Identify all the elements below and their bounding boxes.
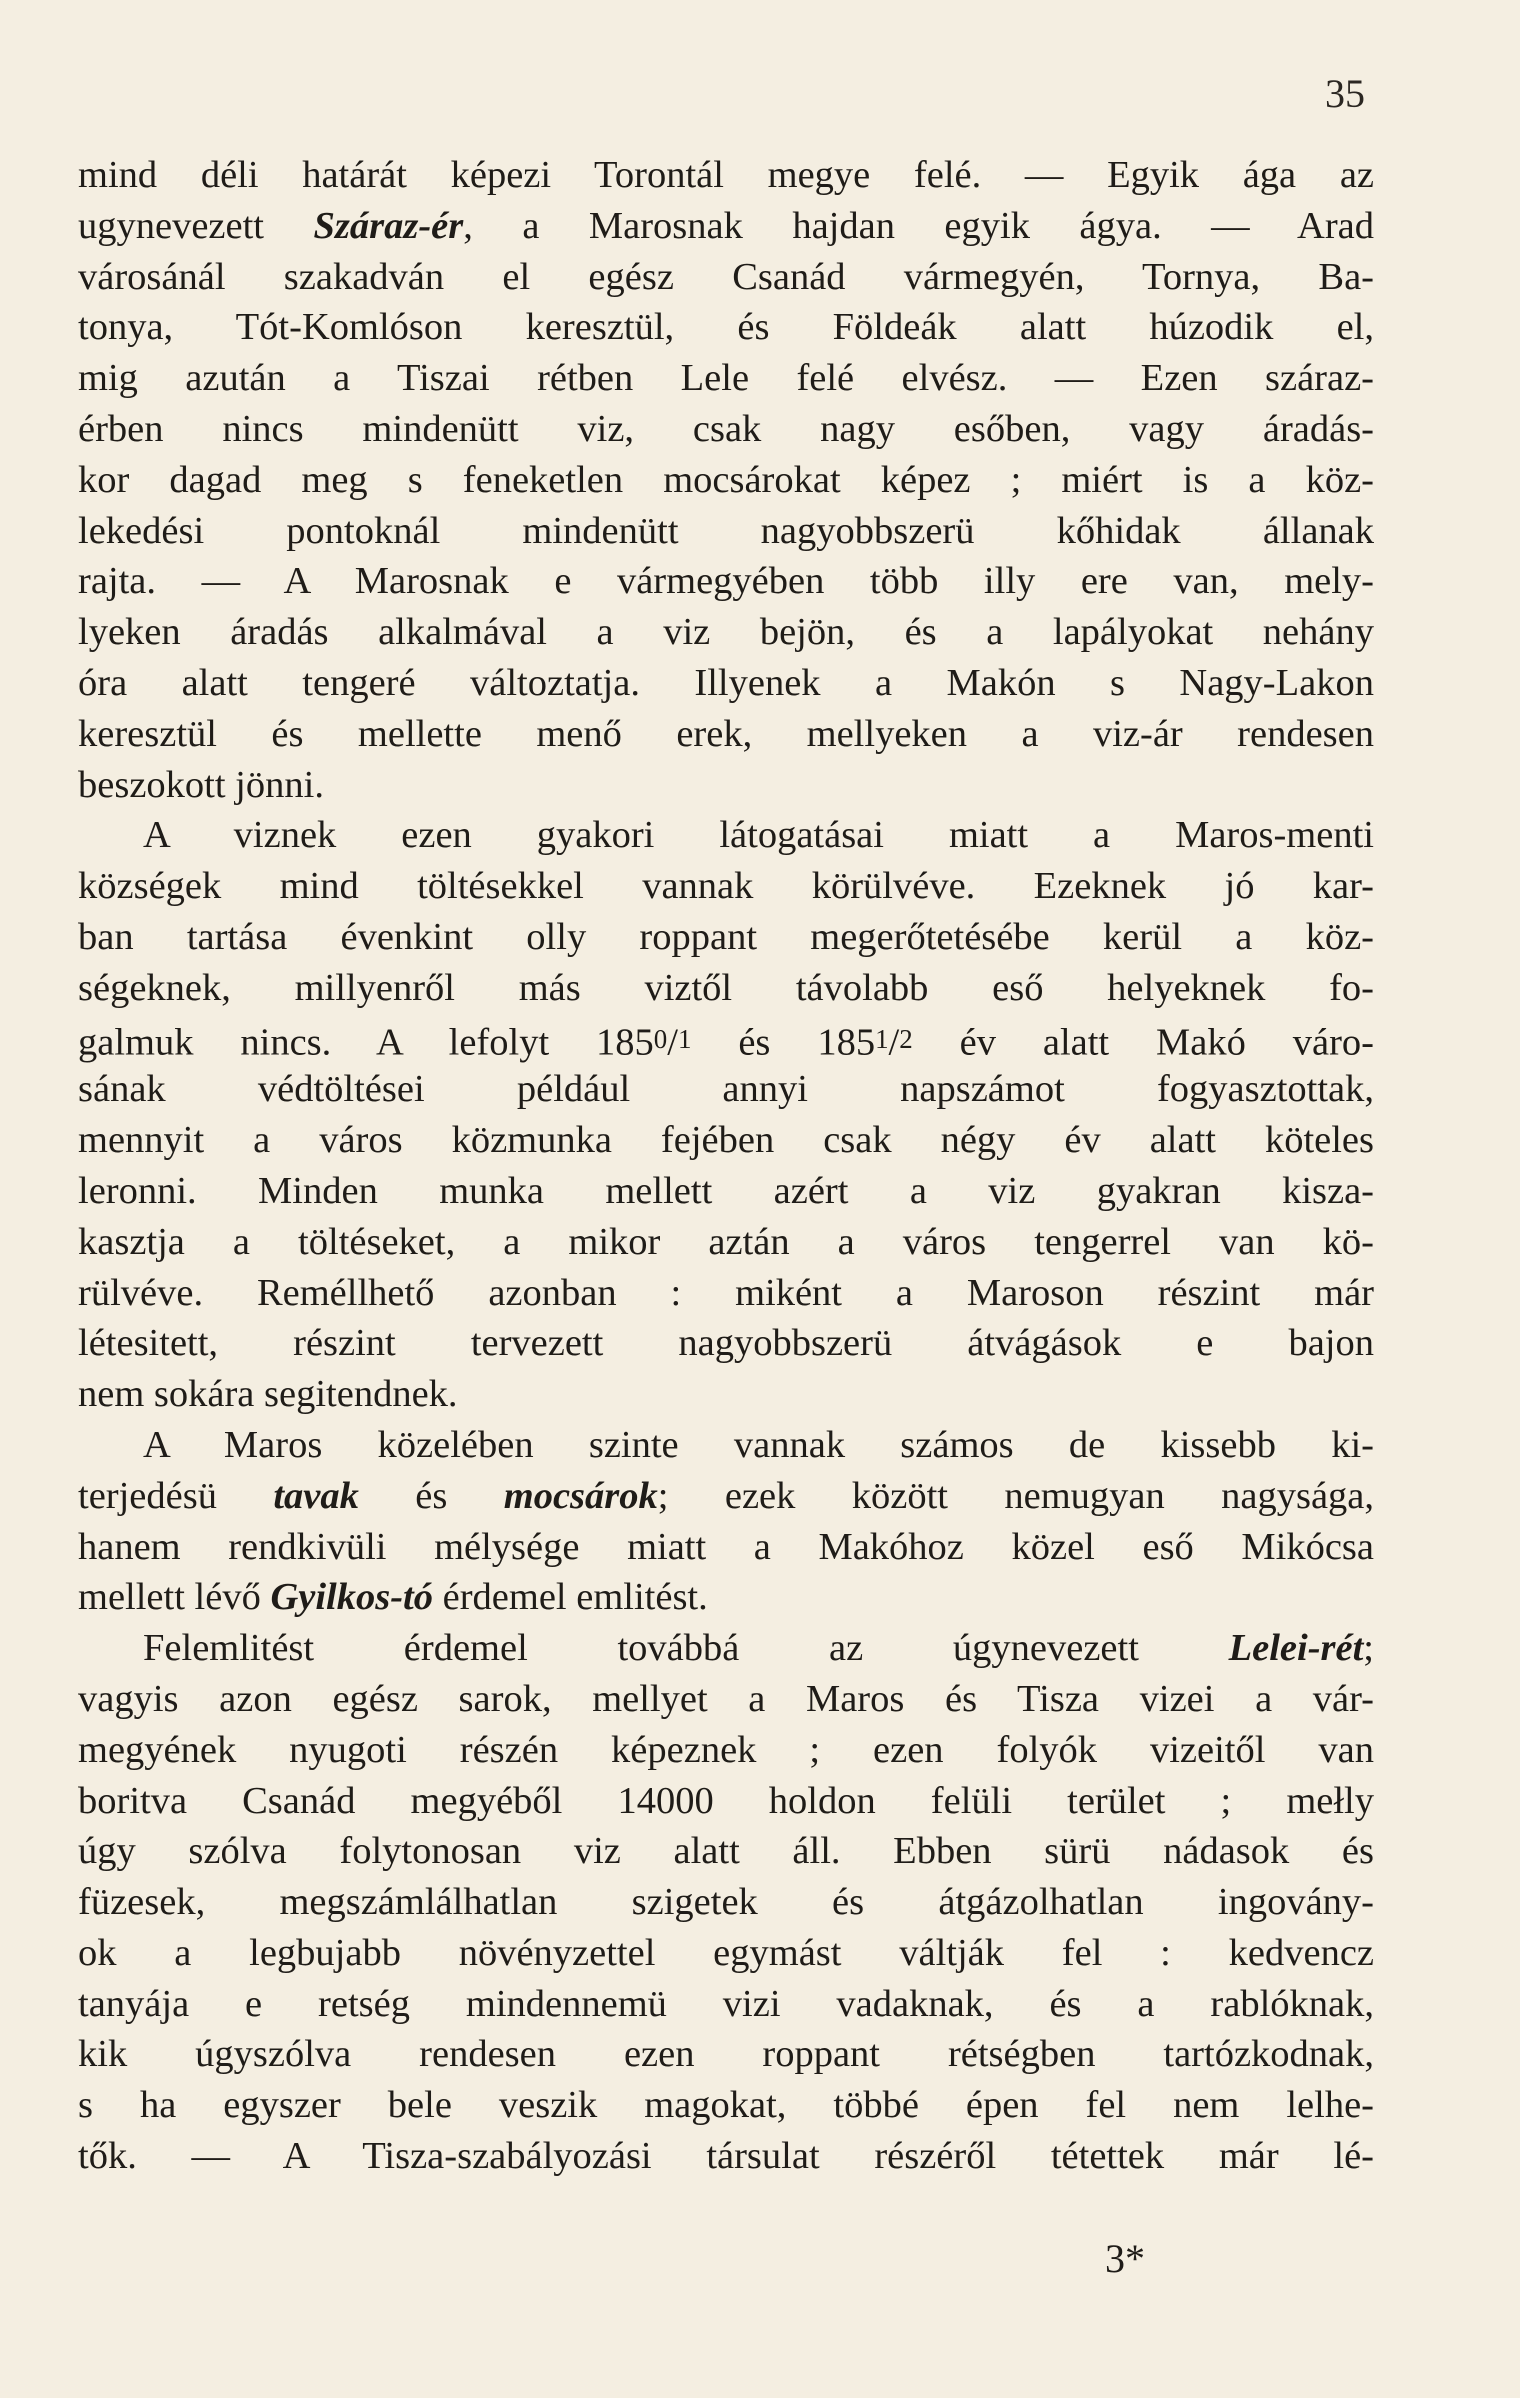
fraction-part: 1 xyxy=(677,1023,692,1054)
text-run: lyeken áradás alkalmával a viz bejön, és a lapályokat nehány xyxy=(78,611,1374,654)
text-line xyxy=(78,1979,1374,2030)
text-run: galmuk nincs. A lefolyt 185 xyxy=(78,1021,654,1064)
text-line xyxy=(78,201,1374,252)
text-run: tonya, Tót-Komlóson keresztül, és Földeák alatt húzodik el, xyxy=(78,306,1374,349)
text-line xyxy=(78,252,1374,303)
text-run: év alatt Makó váro- xyxy=(912,1021,1374,1064)
text-run: érben nincs mindenütt viz, csak nagy esőben, vagy áradás- xyxy=(78,407,1374,450)
text-line xyxy=(78,302,1374,353)
text-line xyxy=(78,1725,1374,1776)
text-run: ban tartása évenkint olly roppant megerőtetésébe kerül a köz- xyxy=(78,915,1374,958)
text-run: kasztja a töltéseket, a mikor aztán a város tengerrel van kö- xyxy=(78,1220,1374,1263)
text-line xyxy=(78,709,1374,760)
text-run: Felemlitést érdemel továbbá az úgynevezett xyxy=(143,1627,1229,1670)
text-run: és xyxy=(358,1474,504,1517)
text-line xyxy=(78,2080,1374,2131)
text-line xyxy=(78,506,1374,557)
text-line xyxy=(78,1268,1374,1319)
text-line xyxy=(78,1826,1374,1877)
text-run: keresztül és mellette menő erek, mellyeken a viz-ár rendesen xyxy=(78,712,1374,755)
text-run: / xyxy=(667,1021,678,1064)
text-line xyxy=(78,760,1374,811)
text-line xyxy=(78,353,1374,404)
text-run: s ha egyszer bele veszik magokat, többé épen fel nem lelhe- xyxy=(78,2084,1374,2127)
text-run: városánál szakadván el egész Csanád vármegyén, Tornya, Ba- xyxy=(78,255,1374,298)
text-line xyxy=(78,963,1374,1014)
text-run: vagyis azon egész sarok, mellyet a Maros és Tisza vizei a vár- xyxy=(78,1677,1374,1720)
text-line xyxy=(78,1420,1374,1471)
text-run: beszokott jönni. xyxy=(78,763,324,806)
text-run: ; xyxy=(1363,1627,1374,1670)
text-run: mennyit a város közmunka fejében csak négy év alatt köteles xyxy=(78,1119,1374,1162)
text-line xyxy=(78,1522,1374,1573)
emphasized-term: Gyilkos-tó xyxy=(270,1576,433,1619)
text-run: füzesek, megszámlálhatlan szigetek és átgázolhatlan ingovány- xyxy=(78,1881,1374,1924)
text-line xyxy=(78,810,1374,861)
page-number: 35 xyxy=(1325,71,1365,116)
text-line xyxy=(78,658,1374,709)
fraction-part: 0 xyxy=(653,1023,668,1054)
text-run: megyének nyugoti részén képeznek ; ezen folyók vizeitől van xyxy=(78,1728,1374,1771)
text-run: mind déli határát képezi Torontál megye felé. — Egyik ága az xyxy=(78,154,1374,196)
text-run: ok a legbujabb növényzettel egymást váltják fel : kedvencz xyxy=(78,1931,1374,1974)
text-run: mig azután a Tiszai rétben Lele felé elvész. — Ezen száraz- xyxy=(78,357,1374,400)
text-run: terjedésü xyxy=(78,1474,274,1517)
text-run: létesitett, részint tervezett nagyobbszerü átvágások e bajon xyxy=(78,1322,1374,1365)
text-line xyxy=(78,1877,1374,1928)
text-line xyxy=(78,1318,1374,1369)
text-run: rülvéve. Reméllhető azonban : miként a Maroson részint már xyxy=(78,1271,1374,1314)
text-line xyxy=(78,556,1374,607)
text-line xyxy=(78,455,1374,506)
text-line xyxy=(78,1064,1374,1115)
text-line xyxy=(78,2131,1374,2182)
text-run: leronni. Minden munka mellett azért a viz gyakran kisza- xyxy=(78,1169,1374,1212)
emphasized-term: tavak xyxy=(273,1474,359,1517)
text-line xyxy=(78,1471,1374,1522)
fraction-part: 2 xyxy=(899,1023,913,1054)
emphasized-term: Száraz-ér xyxy=(313,204,464,247)
signature-mark: 3* xyxy=(1105,2236,1145,2281)
text-run: községek mind töltésekkel vannak körülvéve. Ezeknek jó kar- xyxy=(78,865,1374,908)
text-line xyxy=(78,1115,1374,1166)
text-run: óra alatt tengeré változtatja. Illyenek a Makón s Nagy-Lakon xyxy=(78,661,1374,704)
text-line xyxy=(78,404,1374,455)
text-line xyxy=(78,1369,1374,1420)
text-run: mellett lévő xyxy=(78,1576,271,1619)
text-run: A Maros közelében szinte vannak számos de kissebb ki- xyxy=(143,1423,1374,1466)
text-run: nem sokára segitendnek. xyxy=(78,1373,458,1416)
body-text xyxy=(78,150,1374,2182)
text-line xyxy=(78,1623,1374,1674)
emphasized-term: mocsárok xyxy=(503,1474,658,1517)
text-run: , a Marosnak hajdan egyik ágya. — Arad xyxy=(463,204,1374,247)
text-line xyxy=(78,2029,1374,2080)
text-run: ugynevezett xyxy=(78,204,314,247)
emphasized-term: Lelei-rét xyxy=(1228,1627,1364,1670)
text-run: kor dagad meg s feneketlen mocsárokat képez ; miért is a köz- xyxy=(78,458,1374,501)
text-line xyxy=(78,1217,1374,1268)
text-run: hanem rendkivüli mélysége miatt a Makóhoz közel eső Mikócsa xyxy=(78,1525,1374,1568)
text-run: érdemel emlitést. xyxy=(433,1576,708,1619)
text-line xyxy=(78,1572,1374,1623)
text-run: tanyája e retség mindennemü vizi vadaknak, és a rablóknak, xyxy=(78,1982,1374,2025)
text-run: úgy szólva folytonosan viz alatt áll. Ebben sürü nádasok és xyxy=(78,1830,1374,1873)
text-run: lekedési pontoknál mindenütt nagyobbszerü kőhidak állanak xyxy=(78,509,1374,552)
text-run: ségeknek, millyenről más viztől távolabb eső helyeknek fo- xyxy=(78,966,1374,1009)
text-line xyxy=(78,1014,1374,1065)
text-run: A viznek ezen gyakori látogatásai miatt a Maros-menti xyxy=(143,814,1374,857)
text-line xyxy=(78,1928,1374,1979)
text-run: tők. — A Tisza-szabályozási társulat részéről tétettek már lé- xyxy=(78,2135,1374,2178)
text-line xyxy=(78,912,1374,963)
text-run: / xyxy=(888,1021,900,1064)
text-run: és 185 xyxy=(691,1021,876,1064)
text-line xyxy=(78,1776,1374,1827)
text-line xyxy=(78,150,1374,201)
fraction-part: 1 xyxy=(875,1023,889,1054)
text-run: rajta. — A Marosnak e vármegyében több illy ere van, mely- xyxy=(78,560,1374,603)
text-run: ; ezek között nemugyan nagysága, xyxy=(657,1474,1375,1517)
text-run: boritva Csanád megyéből 14000 holdon felüli terület ; mełly xyxy=(78,1779,1374,1822)
text-run: kik úgyszólva rendesen ezen roppant rétségben tartózkodnak, xyxy=(78,2033,1374,2076)
text-run: sának védtöltései például annyi napszámot fogyasztottak, xyxy=(78,1068,1374,1111)
text-line xyxy=(78,861,1374,912)
text-line xyxy=(78,1166,1374,1217)
text-line xyxy=(78,1674,1374,1725)
text-line xyxy=(78,607,1374,658)
